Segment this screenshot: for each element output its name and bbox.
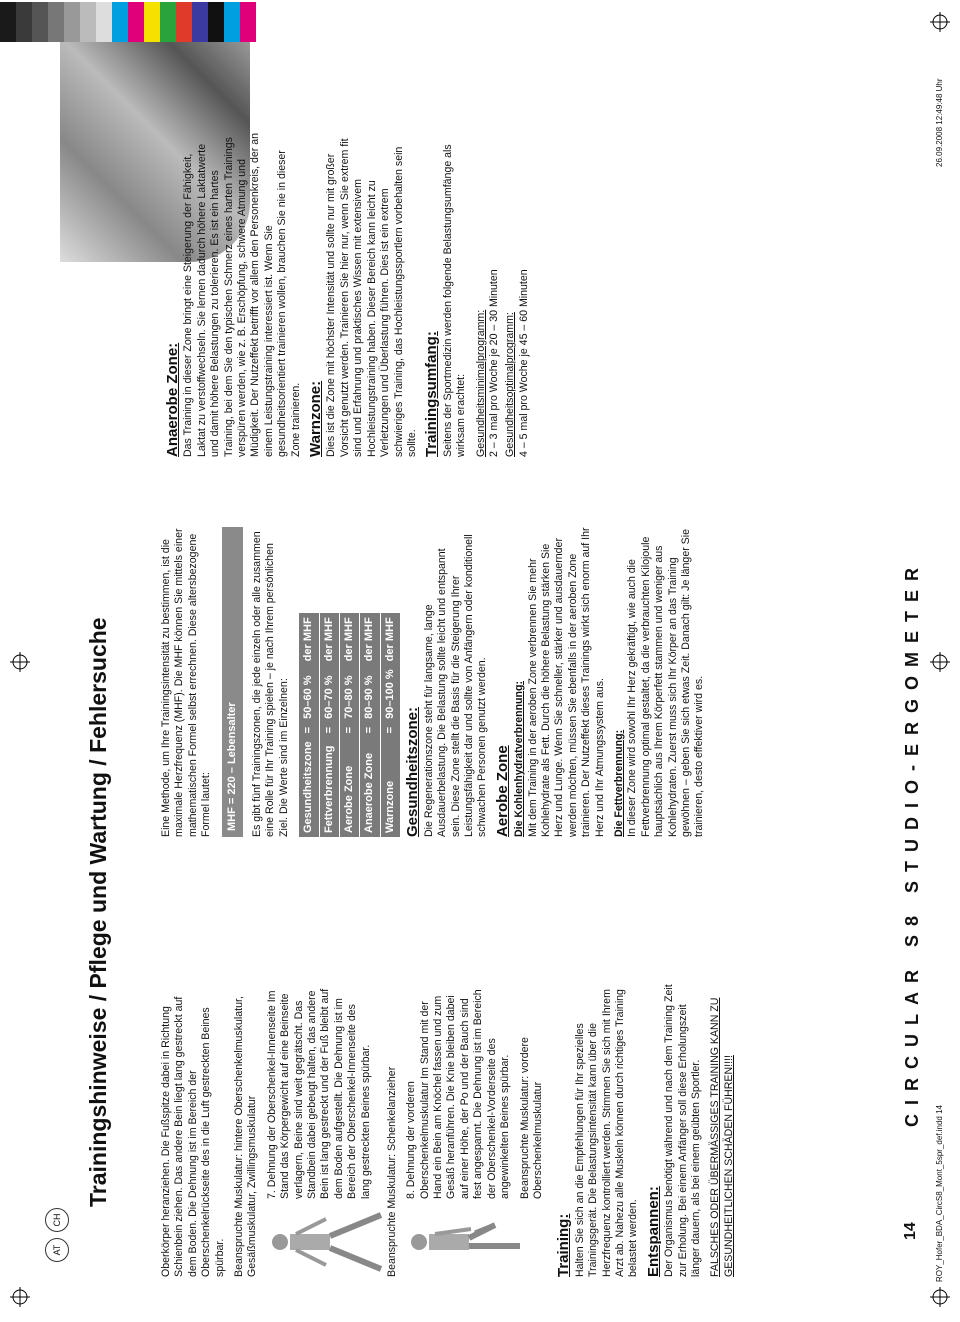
date-meta: 26.09.2008 12:49:48 Uhr xyxy=(935,78,944,167)
column-1 xyxy=(160,977,742,1277)
color-swatch xyxy=(0,2,16,42)
color-swatch xyxy=(64,2,80,42)
color-swatch xyxy=(80,2,96,42)
color-swatch xyxy=(112,2,128,42)
fat-burn-text: In dieser Zone wird sowohl Ihr Herz gekräftigt, wie auch die Fettverbrennung optimal gestaltet, da die verbrauchten Kilojoule hauptsächlich aus Ihrem Körperfett stammen und weniger aus Kohlehydraten. Zuerst muss sich Ihr Körper an das Training gewöhnen – geben Sie sich etwas Zeit. Danach gilt: Je länger Sie trainieren, desto effektiver wird es. xyxy=(626,529,706,837)
carb-burn-text: Mit dem Training in der aeroben Zone verbrennen Sie mehr Kohlehydrate als Fett. Durch die höhere Belastung stärken Sie Herz und Lunge. Wenn Sie schneller, stärker und ausdauernder werden möchten, müssen Sie ebenfalls in der aeroben Zone trainieren. Der Nutzeffekt dieses Trainings wirkt sich enorm auf Ihr Herz und Ihr Atmungssystem aus. xyxy=(526,527,606,837)
stretch-7-muscles: Beanspruchte Muskulatur: Schenkelanzieher xyxy=(385,1066,398,1277)
zone-eq: = xyxy=(340,723,360,737)
zone-row xyxy=(340,613,360,837)
warning-zone-text: Dies ist die Zone mit höchster Intensität und sollte nur mit großer Vorsicht genutzt werden. Trainieren Sie hier nur, wenn Sie extrem fit sind und Erfahrung und praktisches Wissen mit extensivem Hochleistungstraining haben. Dieser Bereich kann leicht zu Verletzungen und Überlastung führen. Dies ist ein extrem schwieriges Training, das Hochleistungssportlern vorbehalten sein sollte. xyxy=(325,138,418,457)
opt-program-value: 4 – 5 mal pro Woche je 45 – 60 Minuten xyxy=(517,269,530,457)
color-swatch xyxy=(176,2,192,42)
zone-unit: der MHF xyxy=(340,613,360,665)
color-swatch xyxy=(144,2,160,42)
zone-name: Anaerobe Zone xyxy=(360,737,380,837)
zone-name: Fettverbrennung xyxy=(319,737,339,837)
zone-row xyxy=(360,613,380,837)
zone-range: 60–70 % xyxy=(319,665,339,723)
registration-mark-icon xyxy=(10,652,30,672)
zone-name: Warnzone xyxy=(380,737,400,837)
stretch-8-text: 8. Dehnung der vorderen Oberschenkelmuskulatur Im Stand mit der Hand ein Bein am Knöchel fassen und zum Gesäß heranführen. Die Knie bleiben dabei auf einer Höhe, der Po und der Bauch sind fest angespannt. Die Dehnung ist im Bereich der Oberschenkel-Vorderseite des angewinkelten Beines spürbar. xyxy=(405,989,512,1199)
zone-row xyxy=(299,613,319,837)
zone-eq: = xyxy=(302,726,315,734)
color-calibration-strip xyxy=(0,2,270,42)
badge-ch: CH xyxy=(45,1208,69,1232)
stretch-6-muscles: Beanspruchte Muskulatur: hintere Oberschenkelmuskulatur, Gesäßmuskulatur, Zwillingsmuskulatur xyxy=(233,996,259,1277)
badge-at: AT xyxy=(45,1238,69,1262)
file-meta: ROY_Hofer_BDA_CircS8_Mont_5spr_def.indd 14 xyxy=(935,1105,944,1282)
carb-burn-subheading: Die Kohlenhydratverbrennung: xyxy=(513,681,526,837)
zone-eq: = xyxy=(380,723,400,737)
zone-range: 50–60 % xyxy=(302,675,315,719)
stretch-6-text: Oberkörper heranziehen. Die Fußspitze dabei in Richtung Schienbein ziehen. Das andere Bein liegt lang gestreckt auf dem Boden. Die Dehnung ist im Bereich der Oberschenkelrückseite des in die Luft gestreckten Beines spürbar. xyxy=(160,996,226,1277)
stretch-7-figure-icon xyxy=(266,1207,386,1277)
page-title: Trainingshinweise / Pflege und Wartung / Fehlersuche xyxy=(85,617,111,1207)
zone-eq: = xyxy=(319,723,339,737)
country-badges xyxy=(45,1202,69,1262)
stretch-8-muscles: Beanspruchte Muskulatur: vordere Oberschenkelmuskulatur xyxy=(518,1037,544,1199)
zone-range: 80–90 % xyxy=(360,665,380,723)
color-swatch xyxy=(32,2,48,42)
zone-name: Aerobe Zone xyxy=(340,737,360,837)
mhf-intro: Eine Methode, um Ihre Trainingsintensität zu bestimmen, ist die maximale Herzfrequenz (MHF). Die MHF können Sie mittels einer mathematischen Formel selbst errechnen. Diese altersbezogene Formel lautet: xyxy=(160,528,213,837)
brand-footer: CIRCULAR S8 STUDIO-ERGOMETER xyxy=(902,558,922,1127)
color-swatch xyxy=(240,2,256,42)
health-zone-heading: Gesundheitszone: xyxy=(404,706,422,837)
relax-text: Der Organismus benötigt während und nach dem Training Zeit zur Erholung. Bei einem Anfänger soll diese Erholungszeit länger dauern, als bei einem geübten Sportler. xyxy=(663,984,702,1277)
opt-program-label: Gesundheitsoptimalprogramm: xyxy=(504,312,517,457)
warning-zone-heading: Warnzone: xyxy=(307,380,325,457)
relax-heading: Entspannen: xyxy=(644,1186,662,1277)
zone-range: 70–80 % xyxy=(340,665,360,723)
zone-name: Gesundheitszone xyxy=(302,741,315,833)
health-zone-text: Die Regenerationszone steht für langsame, lange Ausdauerbelastung. Die Belastung sollte leicht und entspannt sein. Diese Zone stellt die Basis für die Steigerung Ihrer Leistungsfähigkeit dar und sollte von Anfängern oder konditionell schwachen Personen genutzt werden. xyxy=(422,534,489,837)
min-program-value: 2 – 3 mal pro Woche je 20 – 30 Minuten xyxy=(487,269,500,457)
page-number: 14 xyxy=(902,1222,919,1240)
zone-eq: = xyxy=(360,723,380,737)
color-swatch xyxy=(192,2,208,42)
column-2 xyxy=(160,527,713,837)
zones-intro: Es gibt fünf Trainingszonen, die jede einzeln oder alle zusammen eine Rolle für Ihr Training spielen – je nach Ihrem persönlichen Ziel. Die Werte sind im Einzelnen: xyxy=(251,531,290,837)
stretch-7-text: 7. Dehnung der Oberschenkel-Innenseite Im Stand das Körpergewicht auf eine Beinseite verlagern, Beine sind weit gegrätscht. Das Standbein dabei gebeugt halten, das andere Bein ist lang gestreckt und der Fuß bleibt auf dem Boden aufgestellt. Die Dehnung ist im Bereich der Oberschenkel-Innenseite des lang gestreckten Beines spürbar. xyxy=(265,988,372,1199)
color-swatch xyxy=(224,2,240,42)
color-swatch xyxy=(96,2,112,42)
color-swatch xyxy=(128,2,144,42)
zone-unit: der MHF xyxy=(360,613,380,665)
registration-mark-icon xyxy=(930,1287,950,1307)
color-swatch xyxy=(48,2,64,42)
zone-row xyxy=(319,613,339,837)
anaerobic-zone-heading: Anaerobe Zone: xyxy=(164,342,181,457)
warning-text: FALSCHES ODER ÜBERMÄSSIGES TRAINING KANN ZU GESUNDHEITLICHEN SCHÄDEN FÜHREN!!!! xyxy=(709,997,735,1277)
registration-mark-icon xyxy=(930,12,950,32)
min-program-label: Gesundheitsminimalprogramm: xyxy=(474,309,487,457)
registration-mark-icon xyxy=(930,652,950,672)
aerobic-zone-heading: Aerobe Zone xyxy=(493,745,511,837)
zone-unit: der MHF xyxy=(302,617,315,662)
zone-row xyxy=(380,613,400,837)
zone-unit: der MHF xyxy=(380,613,400,665)
fat-burn-subheading: Die Fettverbrennung: xyxy=(612,729,625,837)
training-heading: Training: xyxy=(555,1213,573,1277)
zone-unit: der MHF xyxy=(319,613,339,665)
color-swatch xyxy=(160,2,176,42)
anaerobic-zone-text: Das Training in dieser Zone bringt eine Steigerung der Fähigkeit, Laktat zu verstoffwechseln. Sie lernen dadurch höhere Laktatwerte und damit höhere Belastungen zu tolerieren. Es ist ein hartes Training, bei dem Sie den typischen Schmerz eines harten Trainings verspüren werden, wie z. B. Erschöpfung, schwere Atmung und Müdigkeit. Der Nutzeffekt betrifft vor allem den Personenkreis, der an einem Leistungstraining interessiert ist. Wenn Sie gesundheitsorientiert trainieren wollen, brauchen Sie nie in dieser Zone trainieren. xyxy=(182,132,302,457)
mhf-formula: MHF = 220 – Lebensalter xyxy=(222,527,243,837)
training-volume-heading: Trainingsumfang: xyxy=(423,331,441,457)
column-3 xyxy=(160,132,531,457)
zones-table xyxy=(299,613,400,837)
color-swatch xyxy=(208,2,224,42)
training-text: Halten Sie sich an die Empfehlungen für Ihr spezielles Trainingsgerät. Die Belastungsintensität kann über die Herzfrequenz kontrolliert werden. Stimmen Sie sich mit Ihrem Arzt ab. Nahezu alle Muskeln können durch richtiges Training belastet werden. xyxy=(573,989,640,1277)
training-volume-text: Seitens der Sportmedizin werden folgende Belastungsumfänge als wirksam erachtet: xyxy=(441,144,468,457)
registration-mark-icon xyxy=(10,1287,30,1307)
zone-range: 90–100 % xyxy=(380,665,400,723)
color-swatch xyxy=(16,2,32,42)
stretch-8-figure-icon xyxy=(405,1207,525,1277)
